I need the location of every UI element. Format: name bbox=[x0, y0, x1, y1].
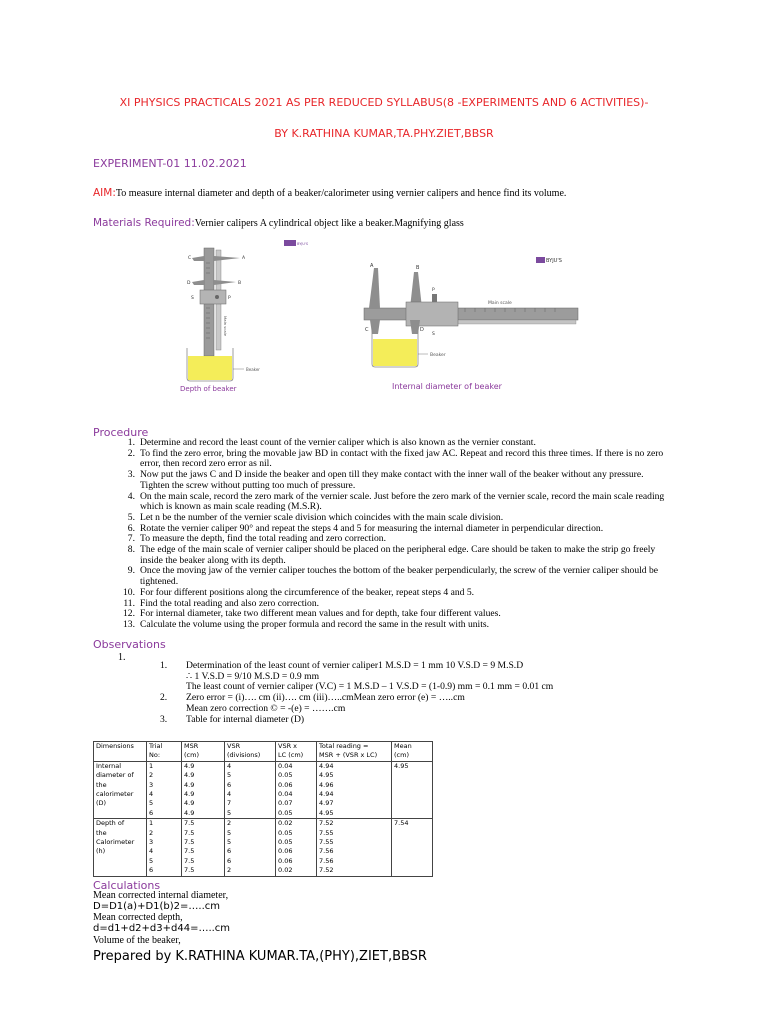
table-cell-dimension bbox=[94, 819, 147, 876]
procedure-step-text: To measure the depth, find the total reading and zero correction. bbox=[140, 533, 387, 545]
table-value: 5 bbox=[149, 856, 154, 865]
table-value: diameter of bbox=[96, 771, 134, 780]
procedure-step-text: inside the beaker along with its depth. bbox=[140, 554, 286, 566]
table-value: 7.5 bbox=[184, 856, 195, 865]
label-d-right: D bbox=[420, 327, 424, 333]
table-value: 2 bbox=[149, 771, 154, 780]
table-value: 4.9 bbox=[184, 790, 195, 799]
procedure-step-number: 9. bbox=[127, 565, 135, 577]
table-cell-msr bbox=[182, 819, 225, 876]
table-value: 4 bbox=[227, 790, 232, 799]
table-value: 0.05 bbox=[278, 828, 293, 837]
table-header-cell bbox=[147, 742, 182, 762]
observation-line: Determination of the least count of vernier caliper1 M.S.D = 1 mm 10 V.S.D = 9 M.S.D bbox=[186, 660, 524, 671]
table-value: 2 bbox=[149, 828, 154, 837]
table-header-line: (cm) bbox=[184, 751, 199, 760]
label-p-right: P bbox=[432, 288, 435, 293]
procedure-step-text: Once the moving jaw of the vernier caliper touches the bottom of the beaker perpendicularly, the screw of the vernier caliper should be bbox=[140, 565, 659, 577]
table-mean-value: 4.95 bbox=[394, 761, 409, 770]
table-header-cell bbox=[276, 742, 317, 762]
procedure-step-text: Find the total reading and also zero correction. bbox=[140, 597, 320, 609]
table-header-cell bbox=[392, 742, 433, 762]
table-cell-msr bbox=[182, 761, 225, 818]
label-c-right: C bbox=[365, 327, 369, 333]
table-value: 4 bbox=[227, 761, 232, 770]
table-value: 7.56 bbox=[319, 856, 334, 865]
table-value: 0.05 bbox=[278, 771, 293, 780]
table-value: Calorimeter bbox=[96, 838, 135, 847]
table-header-line: Trial bbox=[149, 742, 163, 750]
observation-line: ∴ 1 V.S.D = 9/10 M.S.D = 0.9 mm bbox=[186, 670, 320, 682]
table-value: 3 bbox=[149, 780, 154, 789]
table-header-line: Mean bbox=[394, 742, 412, 750]
byjus-logo-left bbox=[284, 240, 296, 246]
beaker-label-left: Beaker bbox=[246, 367, 260, 372]
procedure-step-text: For internal diameter, take two different mean values and for depth, take four different values. bbox=[140, 608, 501, 620]
table-row bbox=[94, 761, 433, 818]
observations-outer-number: 1. bbox=[118, 652, 126, 663]
table-header-cell bbox=[94, 742, 147, 762]
table-header-line: VSR x bbox=[278, 742, 298, 750]
calculations-heading: Calculations bbox=[93, 879, 161, 892]
table-value: 4.94 bbox=[319, 761, 334, 770]
table-value: 4.9 bbox=[184, 780, 195, 789]
table-value: calorimeter bbox=[96, 790, 134, 799]
procedure-step-text: which is known as main scale reading (M.S.R). bbox=[140, 501, 322, 513]
table-value: 0.06 bbox=[278, 847, 293, 856]
procedure-step-number: 1. bbox=[127, 437, 135, 448]
caption-internal-diameter: Internal diameter of beaker bbox=[392, 382, 502, 391]
table-value: 7.52 bbox=[319, 819, 334, 828]
table-header-line: Total reading = bbox=[319, 742, 369, 750]
table-value: 6 bbox=[227, 780, 232, 789]
table-value: 2 bbox=[227, 866, 232, 875]
table-value: 4 bbox=[149, 847, 154, 856]
vernier-caliper-figure bbox=[170, 238, 590, 398]
materials-line bbox=[93, 217, 464, 229]
table-value: 7.5 bbox=[184, 847, 195, 856]
table-value: 0.04 bbox=[278, 790, 293, 799]
table-mean-value: 7.54 bbox=[394, 819, 409, 828]
procedure-step-text: On the main scale, record the zero mark of the vernier scale. Just before the zero mark of the vernier scale, record the main scale reading bbox=[140, 490, 665, 502]
procedure-step-number: 12. bbox=[123, 608, 135, 620]
materials-text: Vernier calipers A cylindrical object like a beaker.Magnifying glass bbox=[194, 218, 464, 229]
table-cell-trials bbox=[147, 819, 182, 876]
observation-item bbox=[160, 661, 720, 693]
depth-diagram bbox=[180, 240, 309, 393]
table-cell-mean bbox=[392, 761, 433, 818]
table-row bbox=[94, 819, 433, 876]
table-value: 0.04 bbox=[278, 761, 293, 770]
table-value: 7 bbox=[227, 799, 232, 808]
caption-depth: Depth of beaker bbox=[180, 385, 237, 393]
label-a-right: A bbox=[370, 263, 374, 269]
procedure-step-text: For four different positions along the circumference of the beaker, repeat steps 4 and 5. bbox=[140, 586, 475, 598]
procedure-step-number: 4. bbox=[127, 490, 135, 502]
calc-formula-depth: d=d1+d2+d3+d44=…..cm bbox=[93, 923, 231, 934]
calc-line-1: Mean corrected internal diameter, bbox=[93, 890, 229, 901]
table-header-line: (divisions) bbox=[227, 751, 261, 760]
table-value: the bbox=[96, 780, 107, 789]
table-cell-mean bbox=[392, 819, 433, 876]
main-scale-label-left: Main scale bbox=[223, 316, 228, 337]
table-header-cell bbox=[317, 742, 392, 762]
footer-prepared-by: Prepared by K.RATHINA KUMAR.TA,(PHY),ZIET,BBSR bbox=[93, 949, 427, 964]
table-value: 4.94 bbox=[319, 790, 334, 799]
table-value: 2 bbox=[227, 819, 232, 828]
table-value: 6 bbox=[227, 856, 232, 865]
table-value: 6 bbox=[149, 866, 154, 875]
beaker-label-right: Beaker bbox=[430, 353, 446, 358]
table-header-line: LC (cm) bbox=[278, 751, 304, 760]
document-byline: BY K.RATHINA KUMAR,TA.PHY.ZIET,BBSR bbox=[274, 127, 494, 140]
table-value: 7.5 bbox=[184, 866, 195, 875]
observation-line: Mean zero correction © = -(e) = …….cm bbox=[186, 702, 346, 714]
observations-list bbox=[160, 661, 720, 725]
aim-label: AIM: bbox=[93, 187, 116, 199]
table-header-line: MSR + (VSR x LC) bbox=[319, 751, 378, 760]
procedure-step-text: Calculate the volume using the proper formula and record the same in the result with units. bbox=[140, 618, 490, 630]
procedure-step-text: Rotate the vernier caliper 90° and repeat the steps 4 and 5 for measuring the internal diameter in perpendicular direction. bbox=[140, 522, 604, 534]
procedure-step-number: 2. bbox=[127, 447, 135, 459]
procedure-step-text: To find the zero error, bring the movable jaw BD in contact with the fixed jaw AC. Repeat and record this three times. If there is no zero bbox=[140, 447, 664, 459]
table-value: 4.96 bbox=[319, 780, 334, 789]
table-value: 7.55 bbox=[319, 838, 334, 847]
table-value: 5 bbox=[227, 771, 232, 780]
label-s-right: S bbox=[432, 332, 435, 337]
table-value: 5 bbox=[149, 799, 154, 808]
table-cell-dimension bbox=[94, 761, 147, 818]
table-value: 0.07 bbox=[278, 799, 293, 808]
table-value: 4.97 bbox=[319, 799, 334, 808]
aim-text: To measure internal diameter and depth of a beaker/calorimeter using vernier calipers and hence find its volume. bbox=[115, 188, 567, 199]
procedure-step-text: Let n be the number of the vernier scale division which coincides with the main scale division. bbox=[140, 511, 504, 523]
procedure-step-text: Determine and record the least count of the vernier caliper which is also known as the vernier constant. bbox=[140, 437, 536, 448]
table-value: 5 bbox=[227, 828, 232, 837]
procedure-step-number: 6. bbox=[127, 522, 135, 534]
procedure-step-text: Tighten the screw without putting too much of pressure. bbox=[140, 479, 356, 491]
calc-line-5: Volume of the beaker, bbox=[93, 935, 181, 946]
diameter-diagram bbox=[364, 257, 578, 391]
label-d-left: D bbox=[187, 281, 191, 286]
table-header-line: VSR bbox=[227, 742, 241, 750]
table-value: 4.95 bbox=[319, 771, 334, 780]
brand-text-right: BYJU'S bbox=[546, 258, 562, 264]
table-value: 6 bbox=[149, 808, 154, 817]
table-cell-trials bbox=[147, 761, 182, 818]
table-value: 1 bbox=[149, 761, 154, 770]
table-value: 7.5 bbox=[184, 838, 195, 847]
table-value: 4.9 bbox=[184, 799, 195, 808]
table-cell-total bbox=[317, 761, 392, 818]
label-b-left: B bbox=[238, 281, 242, 286]
document-title: XI PHYSICS PRACTICALS 2021 AS PER REDUCED SYLLABUS(8 -EXPERIMENTS AND 6 ACTIVITIES)- bbox=[119, 96, 649, 109]
table-value: (h) bbox=[96, 847, 106, 856]
table-value: 4.9 bbox=[184, 771, 195, 780]
table-value: (D) bbox=[96, 799, 107, 808]
table-value: 0.02 bbox=[278, 866, 293, 875]
table-value: 4.9 bbox=[184, 761, 195, 770]
table-cell-vsr bbox=[225, 761, 276, 818]
label-a-left: A bbox=[242, 256, 246, 261]
table-value: 4.95 bbox=[319, 808, 334, 817]
procedure-step-number: 3. bbox=[127, 469, 135, 481]
table-value: 5 bbox=[227, 838, 232, 847]
label-s-left: S bbox=[191, 296, 194, 301]
table-header-line: MSR bbox=[184, 742, 199, 750]
label-b-right: B bbox=[416, 265, 420, 271]
procedure-step-text: error, then record zero error as nil. bbox=[140, 458, 272, 470]
table-value: 3 bbox=[149, 838, 154, 847]
table-header-line: (cm) bbox=[394, 751, 409, 760]
table-cell-vsrlc bbox=[276, 819, 317, 876]
table-value: 0.06 bbox=[278, 856, 293, 865]
table-cell-vsrlc bbox=[276, 761, 317, 818]
table-value: 7.5 bbox=[184, 828, 195, 837]
observation-item-number: 3. bbox=[160, 713, 168, 725]
label-c-left: C bbox=[188, 256, 192, 261]
byjus-logo-right bbox=[536, 257, 545, 263]
table-value: 4 bbox=[149, 790, 154, 799]
table-value: 7.52 bbox=[319, 866, 334, 875]
table-header-line: Dimensions bbox=[96, 742, 134, 750]
table-header-cell bbox=[182, 742, 225, 762]
observation-item bbox=[160, 715, 720, 726]
observation-item-number: 2. bbox=[160, 692, 168, 704]
aim-line bbox=[93, 187, 566, 199]
procedure-step-text: Now put the jaws C and D inside the beaker and open till they make contact with the inner wall of the beaker without any pressure. bbox=[140, 469, 644, 481]
table-header-cell bbox=[225, 742, 276, 762]
observation-line: Table for internal diameter (D) bbox=[186, 713, 305, 725]
brand-text-left: BYJU'S bbox=[297, 242, 309, 246]
table-header-line: No: bbox=[149, 751, 161, 760]
table-value: 7.5 bbox=[184, 819, 195, 828]
procedure-step-number: 8. bbox=[127, 544, 135, 555]
procedure-step-text: The edge of the main scale of vernier caliper should be placed on the peripheral edge. Care should be taken to make the strip go freely bbox=[140, 544, 656, 555]
table-value: 5 bbox=[227, 808, 232, 817]
table-value: the bbox=[96, 828, 107, 837]
table-value: 0.05 bbox=[278, 808, 293, 817]
procedure-step-text: tightened. bbox=[140, 576, 179, 588]
procedure-step-number: 11. bbox=[123, 597, 135, 609]
procedure-heading: Procedure bbox=[93, 426, 149, 439]
observation-table bbox=[93, 741, 433, 877]
table-cell-total bbox=[317, 819, 392, 876]
materials-label: Materials Required: bbox=[93, 217, 195, 229]
observation-line: The least count of vernier caliper (V.C) = 1 M.S.D – 1 V.S.D = (1-0.9) mm = 0.1 mm = 0.01 cm bbox=[186, 681, 554, 693]
table-value: 0.05 bbox=[278, 838, 293, 847]
label-p-left: P bbox=[228, 296, 231, 301]
table-value: 0.02 bbox=[278, 819, 293, 828]
table-value: 0.06 bbox=[278, 780, 293, 789]
calc-formula-diameter: D=D1(a)+D1(b)2=…..cm bbox=[93, 901, 221, 912]
procedure-step-number: 13. bbox=[123, 618, 135, 630]
experiment-heading: EXPERIMENT-01 11.02.2021 bbox=[93, 157, 247, 170]
table-header bbox=[94, 742, 433, 762]
observation-item-number: 1. bbox=[160, 660, 168, 671]
procedure-step-number: 5. bbox=[127, 511, 135, 523]
observation-line: Zero error = (i)…. cm (ii)…. cm (iii)…..cmMean zero error (e) = …..cm bbox=[186, 692, 465, 704]
procedure-step-number: 10. bbox=[123, 586, 135, 598]
table-cell-vsr bbox=[225, 819, 276, 876]
table-value: 7.56 bbox=[319, 847, 334, 856]
observation-item bbox=[160, 693, 720, 714]
calc-line-3: Mean corrected depth, bbox=[93, 912, 183, 923]
main-scale-label-right: Main scale bbox=[488, 301, 512, 306]
table-value: 7.55 bbox=[319, 828, 334, 837]
procedure-step-number: 7. bbox=[127, 533, 135, 545]
table-value: 1 bbox=[149, 819, 154, 828]
table-value: Depth of bbox=[96, 819, 125, 828]
observations-heading: Observations bbox=[93, 638, 166, 651]
table-value: Internal bbox=[96, 761, 122, 770]
table-value: 6 bbox=[227, 847, 232, 856]
table-value: 4.9 bbox=[184, 808, 195, 817]
